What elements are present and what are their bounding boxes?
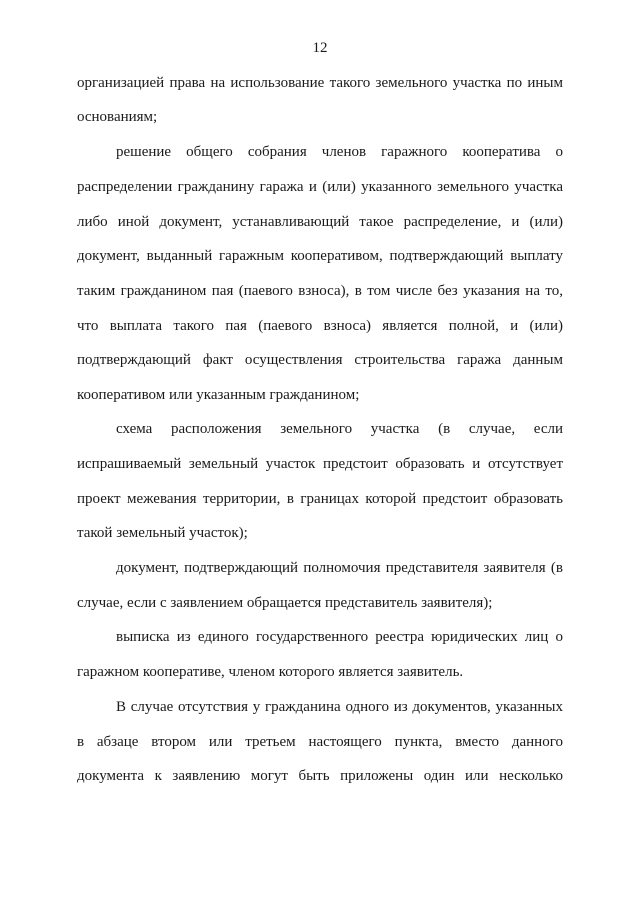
text-line: в абзаце втором или третьем настоящего пункта, вместо данного xyxy=(77,734,563,750)
text-line: случае, если с заявлением обращается представитель заявителя); xyxy=(77,595,493,611)
text-line: выписка из единого государственного реестра юридических лиц о xyxy=(116,629,563,645)
page-number: 12 xyxy=(312,40,328,56)
text-line: подтверждающий факт осуществления строительства гаража данным xyxy=(77,352,563,368)
text-line: схема расположения земельного участка (в случае, если xyxy=(116,421,563,437)
text-line: основаниям; xyxy=(77,109,158,125)
text-line: что выплата такого пая (паевого взноса) является полной, и (или) xyxy=(77,318,563,334)
text-line: такой земельный участок); xyxy=(77,525,248,541)
text-line: организацией права на использование такого земельного участка по иным xyxy=(77,75,563,91)
text-line: документ, подтверждающий полномочия представителя заявителя (в xyxy=(116,560,563,576)
text-line: документ, выданный гаражным кооперативом, подтверждающий выплату xyxy=(77,248,563,264)
text-line: испрашиваемый земельный участок предстоит образовать и отсутствует xyxy=(77,456,563,472)
text-line: кооперативом или указанным гражданином; xyxy=(77,387,360,403)
text-line: решение общего собрания членов гаражного кооператива о xyxy=(116,144,563,160)
text-line: распределении гражданину гаража и (или) указанного земельного участка xyxy=(77,179,563,195)
text-line: проект межевания территории, в границах которой предстоит образовать xyxy=(77,491,563,507)
text-line: В случае отсутствия у гражданина одного из документов, указанных xyxy=(116,699,563,715)
text-line: таким гражданином пая (паевого взноса), в том числе без указания на то, xyxy=(77,283,563,299)
text-line: гаражном кооперативе, членом которого является заявитель. xyxy=(77,664,464,680)
text-line: документа к заявлению могут быть приложены один или несколько xyxy=(77,768,563,784)
text-line: либо иной документ, устанавливающий такое распределение, и (или) xyxy=(77,214,563,230)
